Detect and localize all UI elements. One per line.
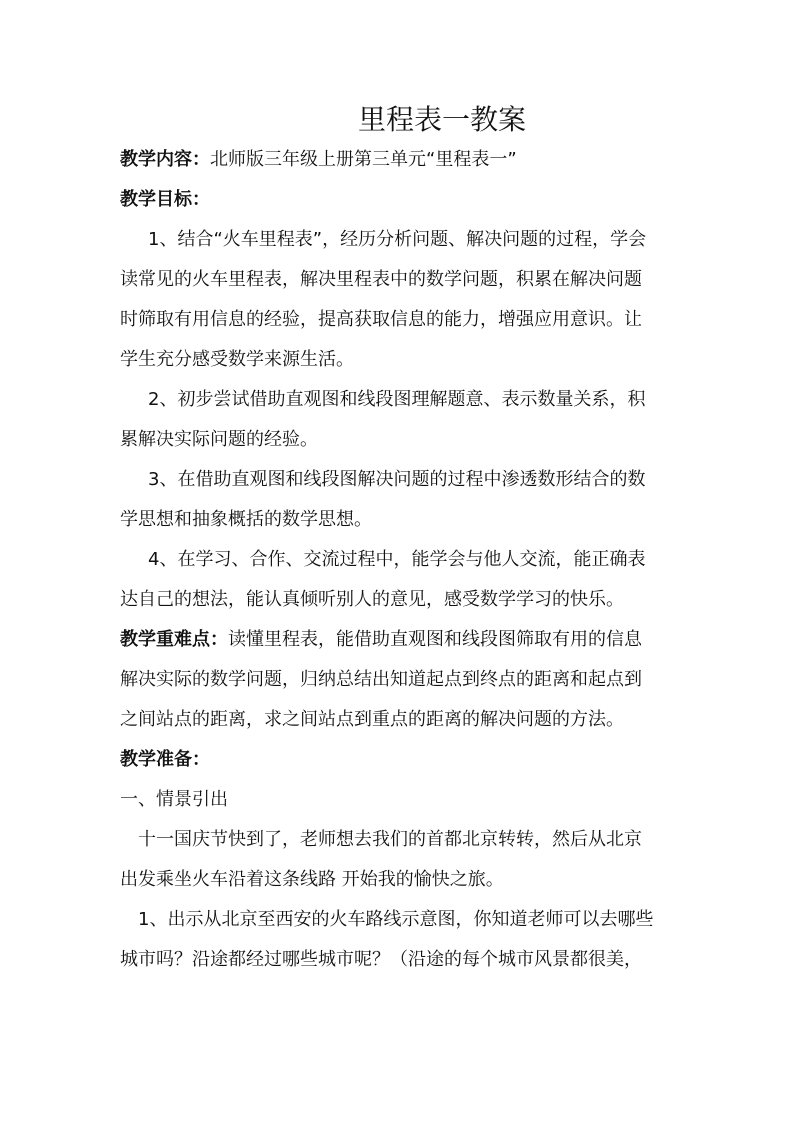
paragraph-line [120,380,680,420]
section-heading: 教学准备： [120,749,210,770]
line-text: 达自己的想法，能认真倾听别人的意见，感受数学学习的快乐。 [120,589,624,610]
paragraph-line [120,460,680,500]
paragraph-line [120,340,680,380]
section-heading: 教学目标： [120,189,210,210]
line-text: 解决实际的数学问题，归纳总结出知道起点到终点的距离和起点到 [120,669,642,690]
paragraph-line [120,940,680,980]
line-text: 北师版三年级上册第三单元“里程表一” [210,149,517,170]
section-heading: 教学重难点： [120,629,228,650]
paragraph-line [120,300,680,340]
document-title: 里程表一教案 [357,103,526,136]
line-text: 城市吗？沿途都经过哪些城市呢？（沿途的每个城市风景都很美， [120,949,642,970]
line-text: 读懂里程表，能借助直观图和线段图筛取有用的信息 [228,629,642,650]
paragraph-line [120,900,680,940]
line-text: 学思想和抽象概括的数学思想。 [120,509,372,530]
paragraph-line [120,820,680,860]
line-text: 十一国庆节快到了，老师想去我们的首都北京转转，然后从北京 [138,829,642,850]
paragraph-line [120,700,680,740]
line-text: 2、初步尝试借助直观图和线段图理解题意、表示数量关系，积 [148,389,646,410]
paragraph-line [120,500,680,540]
line-text: 4、在学习、合作、交流过程中，能学会与他人交流，能正确表 [148,549,646,570]
line-text: 1、出示从北京至西安的火车路线示意图，你知道老师可以去哪些 [138,909,654,930]
document-body [120,140,680,980]
paragraph-line [120,780,680,820]
section-heading: 教学内容： [120,149,210,170]
line-text: 累解决实际问题的经验。 [120,429,318,450]
paragraph-line [120,740,680,780]
line-text: 学生充分感受数学来源生活。 [120,349,354,370]
line-text: 之间站点的距离，求之间站点到重点的距离的解决问题的方法。 [120,709,624,730]
line-text: 一、情景引出 [120,789,228,810]
line-text: 出发乘坐火车沿着这条线路 开始我的愉快之旅。 [120,869,504,890]
paragraph-line [120,860,680,900]
line-text: 3、在借助直观图和线段图解决问题的过程中渗透数形结合的数 [148,469,646,490]
line-text: 读常见的火车里程表，解决里程表中的数学问题，积累在解决问题 [120,269,642,290]
line-text: 1、结合“火车里程表”，经历分析问题、解决问题的过程，学会 [148,229,647,250]
paragraph-line [120,660,680,700]
paragraph-line [120,620,680,660]
paragraph-line [120,180,680,220]
line-text: 时筛取有用信息的经验，提高获取信息的能力，增强应用意识。让 [120,309,642,330]
paragraph-line [120,420,680,460]
paragraph-line [120,540,680,580]
paragraph-line [120,580,680,620]
paragraph-line [120,260,680,300]
paragraph-line [120,220,680,260]
paragraph-line [120,140,680,180]
